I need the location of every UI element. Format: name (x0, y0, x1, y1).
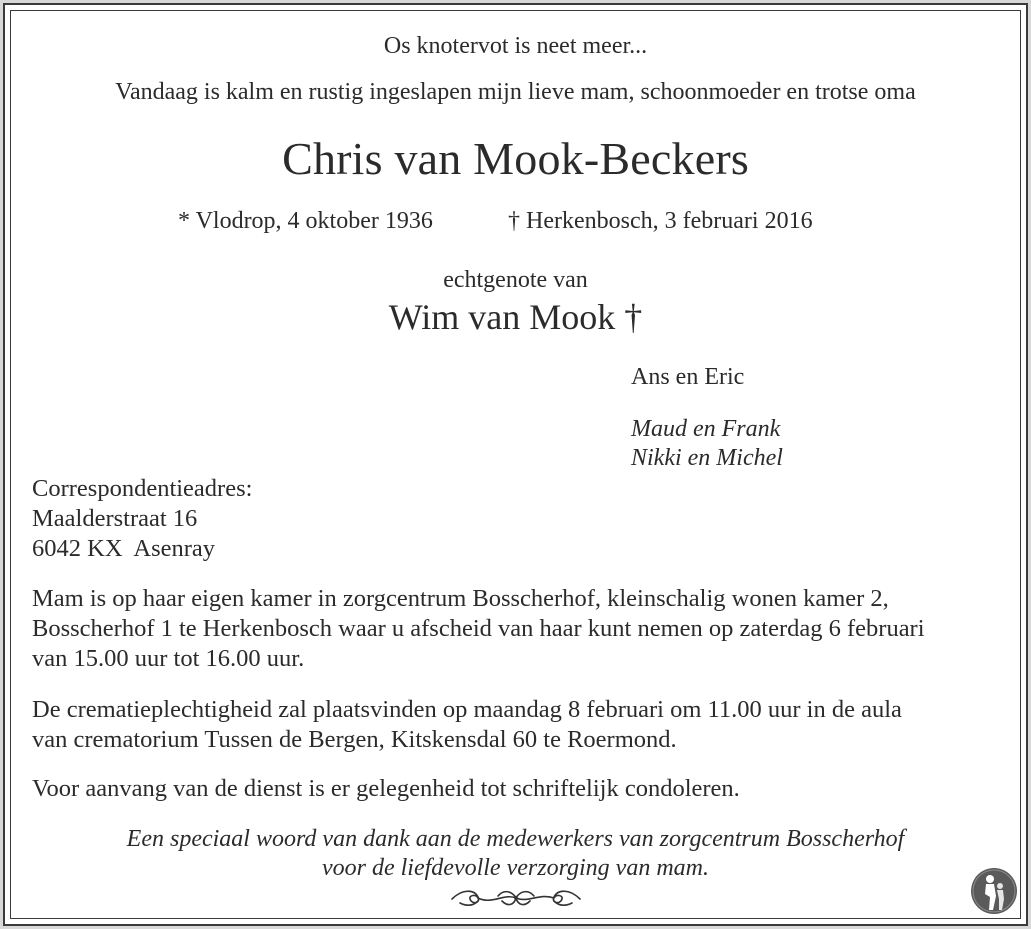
birth-info: * Vlodrop, 4 oktober 1936 (178, 208, 433, 234)
paragraph-viewing-line-3: van 15.00 uur tot 16.00 uur. (32, 645, 305, 672)
thanks-line-2: voor de liefdevolle verzorging van mam. (321, 855, 709, 881)
thanks-line-1: Een speciaal woord van dank aan de medewerkers van zorgcentrum Bosscherhof (126, 826, 905, 852)
address-street: Maalderstraat 16 (32, 505, 198, 532)
deceased-name: Chris van Mook-Beckers (282, 133, 749, 184)
paragraph-viewing-line-1: Mam is op haar eigen kamer in zorgcentrum Bosscherhof, kleinschalig wonen kamer 2, (32, 585, 889, 612)
scroll-ornament-icon (448, 885, 584, 911)
opening-line: Os knotervot is neet meer... (383, 33, 648, 59)
spouse-intro: echtgenote van (443, 267, 588, 293)
children-names: Ans en Eric (631, 364, 745, 390)
paragraph-condolence: Voor aanvang van de dienst is er gelegenheid tot schriftelijk condoleren. (32, 775, 740, 802)
spouse-name: Wim van Mook † (388, 297, 643, 337)
paragraph-cremation-line-1: De crematieplechtigheid zal plaatsvinden op maandag 8 februari om 11.00 uur in de aula (32, 696, 902, 723)
memorial-logo-icon (970, 866, 1018, 916)
grandchildren-1: Maud en Frank (631, 416, 781, 442)
intro-line: Vandaag is kalm en rustig ingeslapen mijn lieve mam, schoonmoeder en trotse oma (115, 79, 916, 105)
paragraph-cremation-line-2: van crematorium Tussen de Bergen, Kitskensdal 60 te Roermond. (32, 726, 677, 753)
address-label: Correspondentieadres: (32, 475, 253, 502)
paragraph-viewing-line-2: Bosscherhof 1 te Herkenbosch waar u afscheid van haar kunt nemen op zaterdag 6 februari (32, 615, 925, 642)
death-info: † Herkenbosch, 3 februari 2016 (508, 208, 813, 234)
address-city: 6042 KX Asenray (32, 535, 216, 562)
grandchildren-2: Nikki en Michel (631, 445, 783, 471)
